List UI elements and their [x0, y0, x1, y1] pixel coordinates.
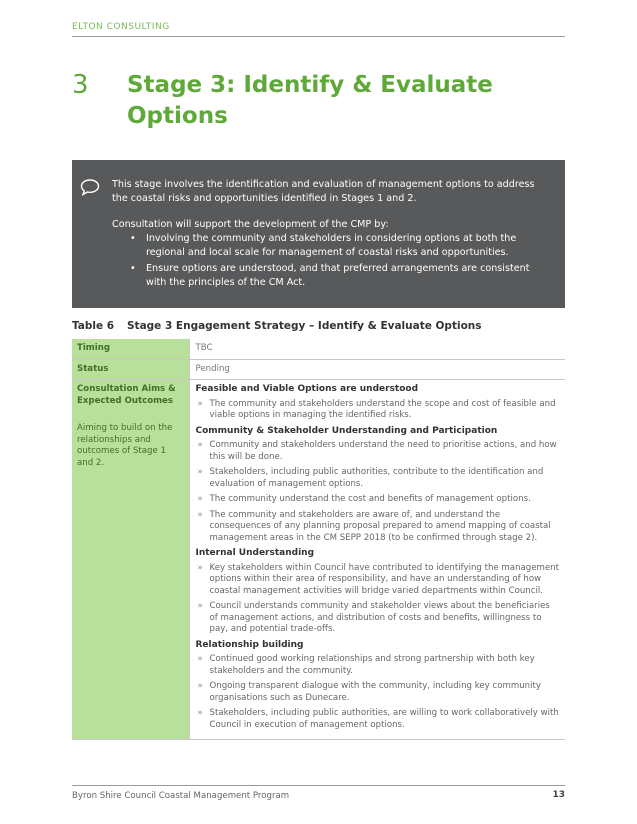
- row-label-aims: [72, 380, 189, 740]
- outcome-group-title: Internal Understanding: [195, 548, 315, 558]
- footer-text: Byron Shire Council Coastal Management Program: [72, 791, 290, 801]
- callout-bullet: • Involving the community and stakeholders in considering options at both the regional and local scale for management of coastal risks and opportunities.: [130, 232, 552, 260]
- table-row-aims: [72, 380, 565, 740]
- callout-bullets: [112, 232, 552, 290]
- callout-intro: This stage involves the identification and evaluation of management options to address the coastal risks and opportunities identified in Stages 1 and 2.: [112, 179, 535, 204]
- callout-bullet: • Ensure options are understood, and that preferred arrangements are consistent with the principles of the CM Act.: [130, 262, 552, 290]
- list-item: » The community understand the cost and benefits of management options.: [196, 494, 560, 506]
- callout-lead: Consultation will support the development of the CMP by:: [112, 219, 389, 230]
- page-number: 13: [552, 790, 565, 800]
- header-rule: [72, 36, 565, 37]
- table-caption: [72, 320, 482, 332]
- list-item: » Community and stakeholders understand the need to prioritise actions, and how this will be done.: [196, 440, 560, 463]
- list-item: » The community and stakeholders are aware of, and understand the consequences of any planning proposal prepared to amend mapping of coastal management areas in the CM SEPP 2018 (to be confirmed through stage 2).: [196, 510, 560, 545]
- row-value: TBC: [189, 339, 565, 359]
- table-row-status: [72, 359, 565, 380]
- row-value: Pending: [189, 359, 565, 380]
- list-item: » Continued good working relationships and strong partnership with both key stakeholders and the community.: [196, 654, 560, 677]
- section-title: Stage 3: Identify & Evaluate Options: [127, 72, 493, 129]
- list-item: » Key stakeholders within Council have contributed to identifying the management options within their area of responsibility, and have an understanding of how coastal management activities will bridge varied departments within Council.: [196, 563, 560, 598]
- engagement-strategy-table: [72, 339, 565, 740]
- list-item: » Stakeholders, including public authorities, are willing to work collaboratively with Council in execution of management options.: [196, 708, 560, 731]
- outcome-list: [196, 654, 560, 731]
- callout-body: [112, 178, 552, 292]
- list-item: » Stakeholders, including public authorities, contribute to the identification and evaluation of management options.: [196, 467, 560, 490]
- row-label: Status: [72, 359, 189, 380]
- header-brand: ELTON CONSULTING: [72, 22, 170, 32]
- outcome-group-title: Community & Stakeholder Understanding and Participation: [195, 425, 498, 436]
- speech-bubble-icon: [80, 178, 100, 196]
- outcome-group-title: Relationship building: [195, 639, 304, 650]
- table-row-timing: [72, 339, 565, 359]
- outcome-list: [196, 399, 560, 422]
- row-label: Timing: [72, 339, 189, 359]
- list-item: » The community and stakeholders understand the scope and cost of feasible and viable options in managing the identified risks.: [196, 399, 560, 422]
- aims-outcomes: [189, 380, 565, 740]
- aims-label: Consultation Aims & Expected Outcomes: [77, 384, 176, 406]
- footer-rule: [72, 785, 565, 786]
- aims-note: Aiming to build on the relationships and outcomes of Stage 1 and 2.: [77, 423, 173, 468]
- stage-summary-callout: [72, 160, 565, 308]
- table-caption-label: Table 6: [72, 320, 115, 332]
- section-number: 3: [72, 70, 89, 100]
- table-caption-text: Stage 3 Engagement Strategy – Identify & Evaluate Options: [127, 320, 482, 332]
- outcome-group-title: Feasible and Viable Options are understood: [195, 384, 419, 394]
- outcome-list: [196, 440, 560, 544]
- list-item: » Ongoing transparent dialogue with the community, including key community organisations such as Dunecare.: [196, 681, 560, 704]
- outcome-list: [196, 563, 560, 636]
- list-item: » Council understands community and stakeholder views about the beneficiaries of management actions, and distribution of costs and benefits, willingness to pay, and potential trade-offs.: [196, 601, 560, 636]
